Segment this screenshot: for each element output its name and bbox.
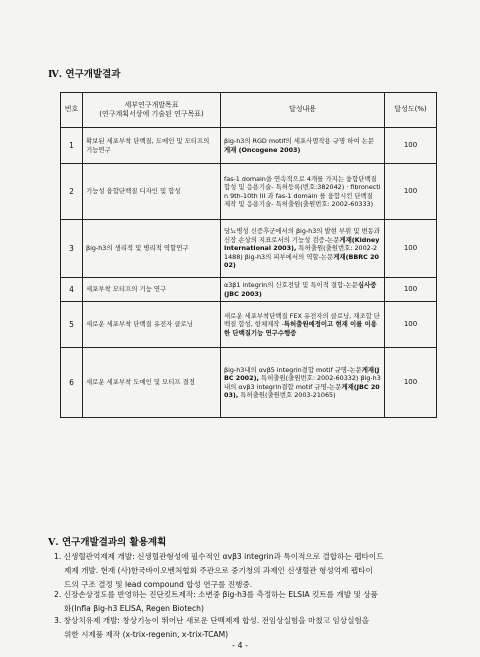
plan-line: 화(Infla βig-h3 ELISA, Regen Biotech) (64, 604, 204, 614)
content-segment: 특허출원(출원번호 2003-21065) (238, 390, 336, 399)
content-segment: 게재(BBRC 2002) (224, 252, 379, 270)
content-segment: 특허출원예정이고 현재 이를 이용한 단백질기능 연구수행중 (224, 320, 377, 337)
plan-item-1 (54, 550, 454, 592)
content-segment: βig-h3의 RGD motif의 세포사멸작용 규명 하여 논문 (224, 137, 374, 146)
content-segment: 새로운 세포부착단백질 FEX 유전자의 클로닝, 재조합 단백질 합성, 항체제작 - (224, 311, 380, 329)
header-content: 달성내용 (221, 93, 385, 128)
plan-item-3 (54, 614, 454, 642)
row-rate: 100 (385, 164, 437, 220)
content-segment: α3β1 integrin의 신호전달 및 특이적 결합-논문 (224, 281, 358, 290)
table-row (61, 278, 437, 302)
row-content (221, 348, 385, 418)
table-row (61, 348, 437, 418)
results-table (60, 92, 437, 418)
row-rate: 100 (385, 278, 437, 302)
row-rate: 100 (385, 128, 437, 164)
content-segment: · fibronectin 9th-10th III 과 fas-1 domain 를 융합시킨 단백질 제작 및 응용기술- 특허출원(출원번호: 2002-60333) (224, 183, 381, 208)
table-body (61, 128, 437, 418)
row-goal: 확보된 세포부착 단백질, 도메인 및 모티프의 기능연구 (83, 128, 221, 164)
row-number: 4 (61, 278, 83, 302)
content-segment: 게재 (Oncogene 2003) (224, 145, 301, 154)
row-goal: 기능성 융합단백질 디자인 및 합성 (83, 164, 221, 220)
content-segment: 특허출원(출원번호: 2002-21488) βig-h3의 피부에서의 역할-논문 (224, 244, 378, 261)
content-segment: 게재(Kidney International 2003), (224, 235, 380, 253)
section-5-title: Ⅴ. 연구개발결과의 활용계획 (48, 537, 167, 548)
table-header-row (61, 93, 437, 128)
row-rate: 100 (385, 302, 437, 348)
row-goal: 새로운 세포부착 도메인 및 모티프 결정 (83, 348, 221, 418)
header-goal-line2: (연구계획서상에 기술된 연구목표) (99, 110, 204, 118)
row-number: 5 (61, 302, 83, 348)
table-row (61, 220, 437, 278)
plan-line: 2. 신장손상정도를 반영하는 진단킷트제작: 소변중 βig-h3를 측정하는 ELSIA 킷트를 개발 및 상품 (54, 590, 378, 599)
row-goal: βig-h3의 생리적 및 병리적 역할연구 (83, 220, 221, 278)
content-segment: βig-h3내의 αvβ5 integrin결합 motif 규명-논문 (224, 365, 362, 374)
content-segment: 게재(JBC 2003), (224, 382, 380, 399)
row-content (221, 128, 385, 164)
row-goal: 세포부착 모티프의 기능 연구 (83, 278, 221, 302)
row-number: 2 (61, 164, 83, 220)
content-segment: fas-1 domain을 연속적으로 4개를 가지는 융합단백질 합성 및 응용기술- 특허등록(번호:382042) (224, 174, 377, 192)
row-number: 3 (61, 220, 83, 278)
plan-item-2 (54, 588, 454, 616)
content-segment: 당뇨병성 신증후군에서의 βig-h3의 발현 부위 및 변동과 신장 손상의 지표로서의 기능성 검증-논문 (224, 227, 380, 244)
row-content (221, 278, 385, 302)
row-content (221, 164, 385, 220)
plan-line: 드의 구조 결정 및 lead compound 합성 연구를 진행중. (64, 580, 253, 590)
row-number: 1 (61, 128, 83, 164)
page-number: - 4 - (232, 641, 248, 650)
row-content (221, 302, 385, 348)
plan-line: 제제 개발. 현재 (사)한국바이오벤처협회 주관으로 중기청의 과제인 신생혈관 형성억제 펩타이 (64, 566, 373, 576)
row-content (221, 220, 385, 278)
table-row (61, 128, 437, 164)
row-rate: 100 (385, 220, 437, 278)
plan-line: 1. 신생혈관억제제 개발: 신생혈관형성에 필수적인 αvβ3 integrin과 특이적으로 결합하는 펩타이드 (54, 552, 384, 561)
section-4-title: Ⅳ. 연구개발결과 (48, 69, 121, 80)
content-segment: 게재(JBC 2002), (224, 365, 380, 383)
plan-line: 위한 시제품 제작 (x-trix-regenin, x-trix-TCAM) (64, 630, 229, 640)
row-goal: 새로운 세포부착 단백질 유전자 클로닝 (83, 302, 221, 348)
table-row (61, 164, 437, 220)
header-rate: 달성도(%) (385, 93, 437, 128)
content-segment: 심사중(JBC 2003) (224, 281, 377, 298)
header-goal (83, 93, 221, 128)
header-no: 번호 (61, 93, 83, 128)
header-goal-line1: 세부연구개발목표 (124, 100, 179, 109)
plan-line: 3. 창상치유제 개발: 창상기능이 뛰어난 새로운 단백제제 합성. 전임상실험을 마쳤고 임상실험을 (54, 616, 370, 625)
content-segment: 특허출원(출원번호: 2002-60332) βig-h3내의 αvβ3 integrin결합 motif 규명-논문 (224, 374, 381, 391)
table-row (61, 302, 437, 348)
row-rate: 100 (385, 348, 437, 418)
row-number: 6 (61, 348, 83, 418)
